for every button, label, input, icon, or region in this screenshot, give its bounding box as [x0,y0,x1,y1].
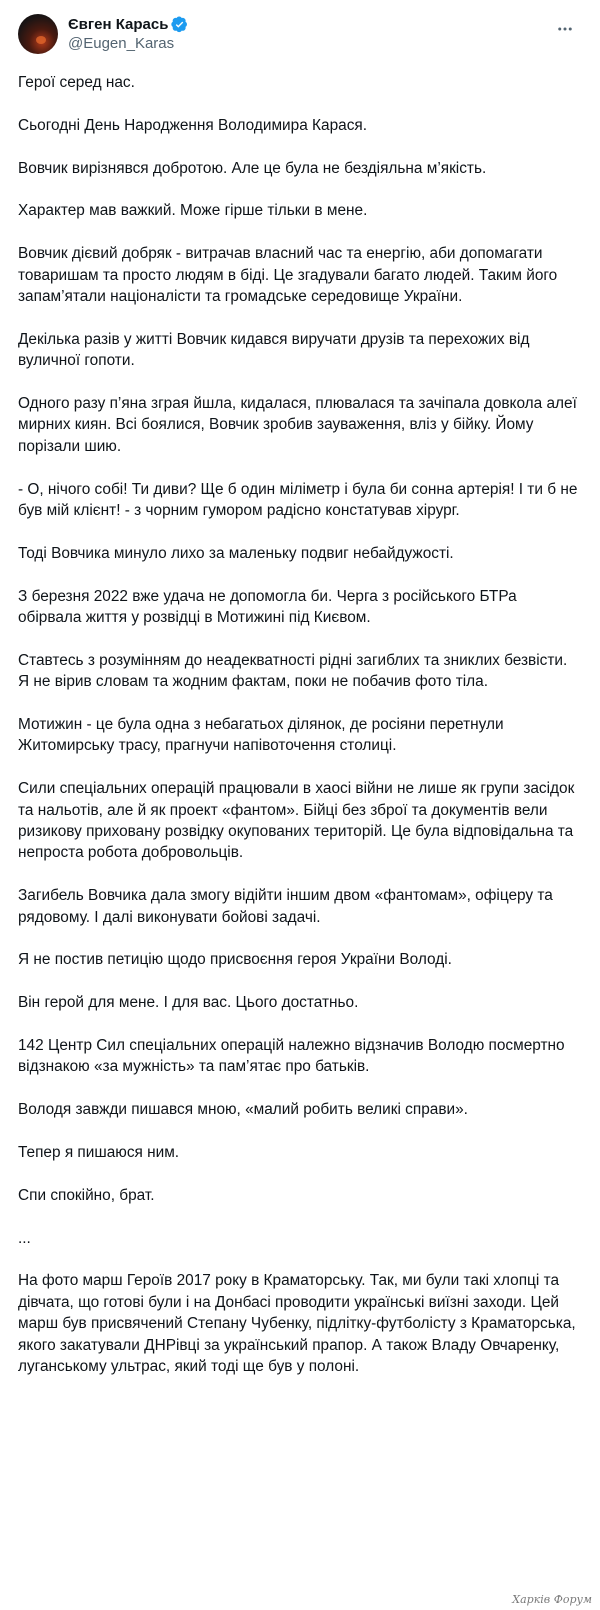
tweet-header [18,12,582,60]
tweet-paragraph: Сили спеціальних операцій працювали в хаосі війни не лише як групи засідок та нальотів, але й як проект «фантом». Бійці без зброї та документів вели ризикову приховану розвідку окупованих територій. Це була відповідальна та непроста робота добровольців. [18,780,575,862]
tweet-paragraph: Спи спокійно, брат. [18,1186,155,1204]
author-info [68,14,188,52]
tweet-paragraph: Вовчик дієвий добряк - витрачав власний час та енергію, аби допомагати товаришам та просто людям в біді. Це згадували багато людей. Таким його запам’ятали націоналісти та громадське середовище України. [18,245,558,305]
tweet-paragraph: ... [18,1229,31,1247]
more-options-icon[interactable] [554,18,576,40]
display-name-row [68,14,188,34]
tweet-paragraph: Характер мав важкий. Може гірше тільки в мене. [18,202,368,220]
tweet-paragraph: Декілька разів у житті Вовчик кидався виручати друзів та перехожих від вуличної гопоти. [18,330,530,370]
watermark: Харків Форум [512,1593,592,1606]
tweet-paragraph: Герої серед нас. [18,74,135,91]
tweet-paragraph: Сьогодні День Народження Володимира Карася. [18,116,368,134]
tweet-paragraph: Вовчик вирізнявся добротою. Але це була не бездіяльна м’якість. [18,159,487,177]
tweet-paragraph: Ставтесь з розумінням до неадекватності рідні загиблих та зниклих безвісти. Я не вірив словам та жодним фактам, поки не побачив фото тіла. [18,651,568,691]
tweet-paragraph: 142 Центр Сил спеціальних операцій належно відзначив Володю посмертно відзнакою «за мужність» та пам’ятає про батьків. [18,1037,565,1076]
tweet-paragraph: Мотижин - це була одна з небагатьох ділянок, де росіяни перетнули Житомирську трасу, прагнучи напівоточення столиці. [18,716,504,755]
tweet-paragraph: З березня 2022 вже удача не допомогла би. Черга з російського БТРа обірвала життя у розвідці в Мотижині під Києвом. [18,587,517,627]
author-handle[interactable]: @Eugen_Karas [68,35,175,52]
tweet-paragraph: Тепер я пишаюся ним. [18,1144,180,1162]
tweet-paragraph: Загибель Вовчика дала змогу відійти іншим двом «фантомам», офіцеру та рядовому. І далі виконувати бойові задачі. [18,887,553,926]
tweet-paragraph: Тоді Вовчика минуло лихо за маленьку подвиг небайдужості. [18,544,454,562]
verified-badge-icon [171,16,188,33]
tweet-paragraph: - О, нічого собі! Ти диви? Ще б один міліметр і була би сонна артерія! І ти б не був мій клієнт! - з чорним гумором радісно констатував хірург. [18,480,578,520]
author-display-name[interactable]: Євген Карась [68,15,169,33]
tweet-text [18,72,578,1377]
tweet-paragraph: Одного разу п’яна зграя йшла, кидалася, плювалася та зачіпала довкола алеї мирних киян. Всі боялися, Вовчик зробив зауваження, вліз у бійку. Йому порізали шию. [18,395,577,455]
tweet-paragraph: На фото марш Героїв 2017 року в Краматорську. Так, ми були такі хлопці та дівчата, що готові були і на Донбасі проводити українські виїзні заходи. Цей марш був присвячений Степану Чубенку, підлітку-футболісту з Краматорська, якого закатували ДНРівці за український прапор. А також Владу Овчаренку, луганському ультрас, який тоді ще був у полоні. [18,1272,576,1376]
tweet-paragraph: Я не постив петицію щодо присвоєння героя України Володі. [18,951,452,969]
tweet-paragraph: Він герой для мене. І для вас. Цього достатньо. [18,994,359,1012]
tweet-paragraph: Володя завжди пишався мною, «малий робить великі справи». [18,1101,468,1119]
avatar[interactable] [18,14,58,54]
